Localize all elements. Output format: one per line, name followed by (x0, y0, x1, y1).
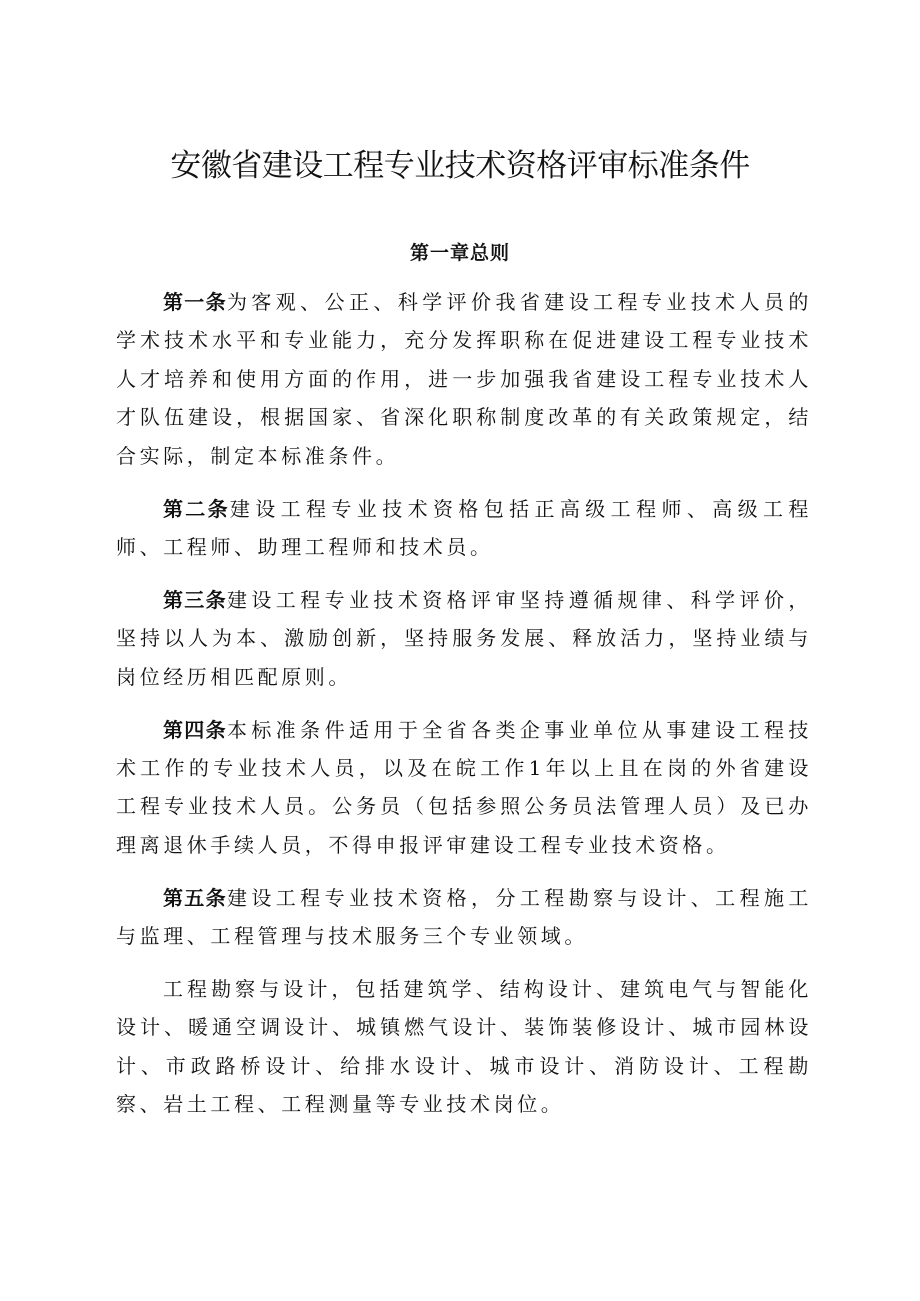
article-text: 本标准条件适用于全省各类企事业单位从事建设工程技术工作的专业技术人员，以及在皖工作1年以上且在岗的外省建设工程专业技术人员。公务员（包括参照公务员法管理人员）及已办理离退休手续人员，不得申报评审建设工程专业技术资格。 (116, 717, 812, 857)
article-label: 第三条 (163, 587, 227, 612)
body-paragraph: 工程勘察与设计，包括建筑学、结构设计、建筑电气与智能化设计、暖通空调设计、城镇燃气设计、装饰装修设计、城市园林设计、市政路桥设计、给排水设计、城市设计、消防设计、工程勘察、岩土工程、工程测量等专业技术岗位。 (116, 977, 812, 1117)
article-label: 第一条 (163, 290, 227, 314)
article-text: 为客观、公正、科学评价我省建设工程专业技术人员的学术技术水平和专业能力，充分发挥职称在促进建设工程专业技术人才培养和使用方面的作用，进一步加强我省建设工程专业技术人才队伍建设，根据国家、省深化职称制度改革的有关政策规定，结合实际，制定本标准条件。 (116, 290, 812, 468)
article-label: 第二条 (163, 496, 230, 521)
article-paragraph (116, 581, 812, 696)
document-body (116, 283, 812, 1138)
article-paragraph (116, 879, 812, 956)
article-paragraph (116, 490, 812, 567)
article-text: 建设工程专业技术资格评审坚持遵循规律、科学评价，坚持以人为本、激励创新，坚持服务发展、释放活力，坚持业绩与岗位经历相匹配原则。 (116, 587, 812, 689)
document-title: 安徽省建设工程专业技术资格评审标准条件 (170, 148, 750, 184)
chapter-heading: 第一章总则 (409, 242, 510, 264)
article-label: 第四条 (163, 717, 227, 742)
article-text: 建设工程专业技术资格，分工程勘察与设计、工程施工与监理、工程管理与技术服务三个专业领域。 (116, 885, 812, 949)
article-text: 建设工程专业技术资格包括正高级工程师、高级工程师、工程师、助理工程师和技术员。 (116, 496, 812, 559)
article-paragraph (116, 711, 812, 865)
article-paragraph (116, 283, 812, 475)
article-label: 第五条 (163, 885, 227, 910)
